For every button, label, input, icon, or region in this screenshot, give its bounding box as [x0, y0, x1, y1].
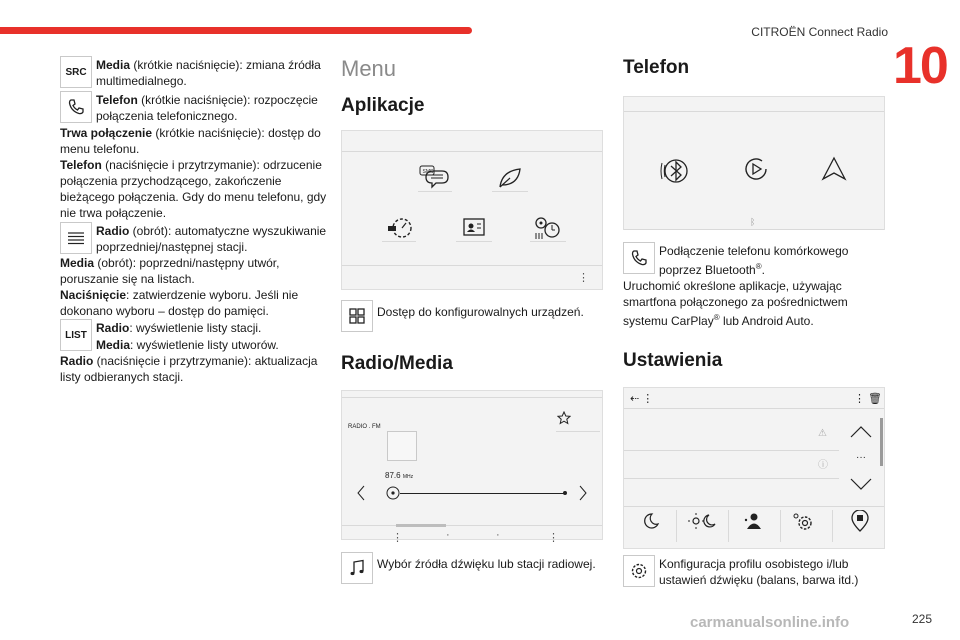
carplay-icon [742, 155, 770, 183]
watermark: carmanualsonline.info [690, 614, 850, 631]
phone-entry [60, 91, 328, 124]
android-auto-icon [820, 155, 848, 183]
music-note-icon [341, 552, 373, 584]
list-button-icon: LIST [60, 319, 92, 351]
src-button-icon: SRC [60, 56, 92, 88]
settings-caption: Konfiguracja profilu osobistego i/lub ustawień dźwięku (balans, barwa itd.) [659, 557, 859, 587]
bluetooth-small-icon: ᛒ [750, 217, 756, 227]
scrollbar-thumb[interactable] [880, 418, 883, 466]
sms-icon [416, 163, 450, 193]
leaf-eco-icon [496, 165, 524, 191]
scroll-wheel-icon [60, 222, 92, 254]
menu-heading: Menu [341, 56, 397, 81]
info-icon: ⓘ [818, 460, 828, 471]
radio-hold-text: Radio (naciśnięcie i przytrzymanie): aktualizacja listy odbieranych stacji. [60, 354, 318, 384]
fan-timer-icon [532, 215, 562, 241]
settings-caption-gear-icon [623, 555, 655, 587]
page-number: 225 [912, 612, 933, 626]
more-options-icon: ⋮ [578, 272, 589, 284]
night-mode-icon[interactable] [642, 512, 660, 530]
profile-icon[interactable] [742, 512, 762, 530]
radio-rotate-description: Radio (obrót): automatyczne wyszukiwanie poprzedniej/następnej stacji. [96, 224, 327, 254]
station-artwork-placeholder [387, 431, 417, 461]
ellipsis-icon: ··· [856, 452, 866, 463]
back-arrow-icon[interactable]: ⇠ ⋮ [630, 393, 654, 405]
radio-more-icon[interactable]: ⋮ [548, 532, 559, 544]
location-privacy-icon[interactable] [850, 510, 870, 532]
running-header: CITROËN Connect Radio [751, 25, 888, 39]
src-description: Media (krótkie naciśnięcie): zmiana źródła multimedialnego. [96, 58, 321, 88]
media-rotate-text: Media (obrót): poprzedni/następny utwór, poruszanie się na listach. [60, 256, 280, 286]
middle-column [341, 56, 603, 584]
scroll-down-chevron-icon[interactable] [850, 478, 872, 490]
settings-caption-row [623, 555, 885, 588]
grid-apps-icon [341, 300, 373, 332]
radio-caption: Wybór źródła dźwięku lub stacji radiowej. [377, 557, 596, 571]
settings-screen [623, 387, 885, 549]
radio-source-label: RADIO . FM [348, 424, 381, 430]
bluetooth-icon [660, 155, 692, 187]
phone-description: Telefon (krótkie naciśnięcie): rozpoczęcie połączenia telefonicznego. [96, 93, 318, 123]
phone-apps-text: Uruchomić określone aplikacje, używając smartfona połączonego za pośrednictwem systemu CarPlay® lub Android Auto. [623, 279, 848, 328]
call-in-progress-text: Trwa połączenie (krótkie naciśnięcie): dostęp do menu telefonu. [60, 126, 321, 156]
list-media-text: Media: wyświetlenie listy utworów. [96, 338, 279, 352]
warning-icon: ⚠ [818, 428, 827, 439]
day-night-icon[interactable] [688, 512, 716, 530]
settings-heading: Ustawienia [623, 350, 723, 371]
contacts-card-icon [462, 217, 486, 237]
apps-caption-row [341, 300, 603, 332]
frequency-end-dot [563, 491, 567, 495]
list-radio-text: Radio: wyświetlenie listy stacji. [96, 321, 262, 335]
radio-dot-1: · [446, 529, 450, 541]
list-entry [60, 319, 328, 353]
phone-caption-icon [623, 242, 655, 274]
phone-caption: Podłączenie telefonu komórkowego poprzez Bluetooth®. [659, 244, 849, 277]
chapter-color-bar [0, 27, 472, 34]
favourite-star-icon[interactable] [557, 411, 571, 425]
phone-heading: Telefon [623, 57, 690, 78]
frequency-readout: 87.6 MHz [385, 471, 414, 480]
phone-hold-text: Telefon (naciśnięcie i przytrzymanie): odrzucenie połączenia przychodzącego, zakończenie bieżącego połączenia. Gdy do menu telefonu, gdy nie trwa połączenie. [60, 158, 327, 220]
next-station-arrow-icon[interactable] [578, 485, 588, 501]
phone-handset-icon [60, 91, 92, 123]
phone-screen [623, 96, 885, 230]
radio-entry [60, 222, 328, 255]
chapter-number: 10 [893, 37, 947, 95]
radio-screen [341, 390, 603, 544]
radio-media-heading: Radio/Media [341, 353, 453, 374]
phone-caption-row [623, 242, 885, 278]
active-tab-indicator [396, 524, 446, 527]
previous-station-arrow-icon[interactable] [356, 485, 366, 501]
svg-text:SMS: SMS [422, 169, 434, 175]
apps-screen [341, 130, 603, 290]
scroll-up-chevron-icon[interactable] [850, 426, 872, 438]
apps-caption: Dostęp do konfigurowalnych urządzeń. [377, 305, 584, 319]
tuner-cursor[interactable] [386, 486, 400, 500]
radio-dot-2: · [496, 529, 500, 541]
press-text: Naciśnięcie: zatwierdzenie wyboru. Jeśli nie dokonano wyboru – dostęp do pamięci. [60, 288, 299, 318]
settings-gear-icon[interactable] [792, 512, 814, 532]
left-column [60, 56, 328, 385]
radio-options-icon[interactable]: ⋮ [392, 532, 403, 544]
radio-caption-row [341, 552, 603, 584]
settings-toolbar-icons[interactable]: ⋮ 🗑 [854, 393, 883, 405]
apps-heading: Aplikacje [341, 95, 425, 116]
connected-nav-icon [386, 215, 416, 241]
src-entry [60, 56, 328, 89]
right-column [623, 56, 885, 588]
